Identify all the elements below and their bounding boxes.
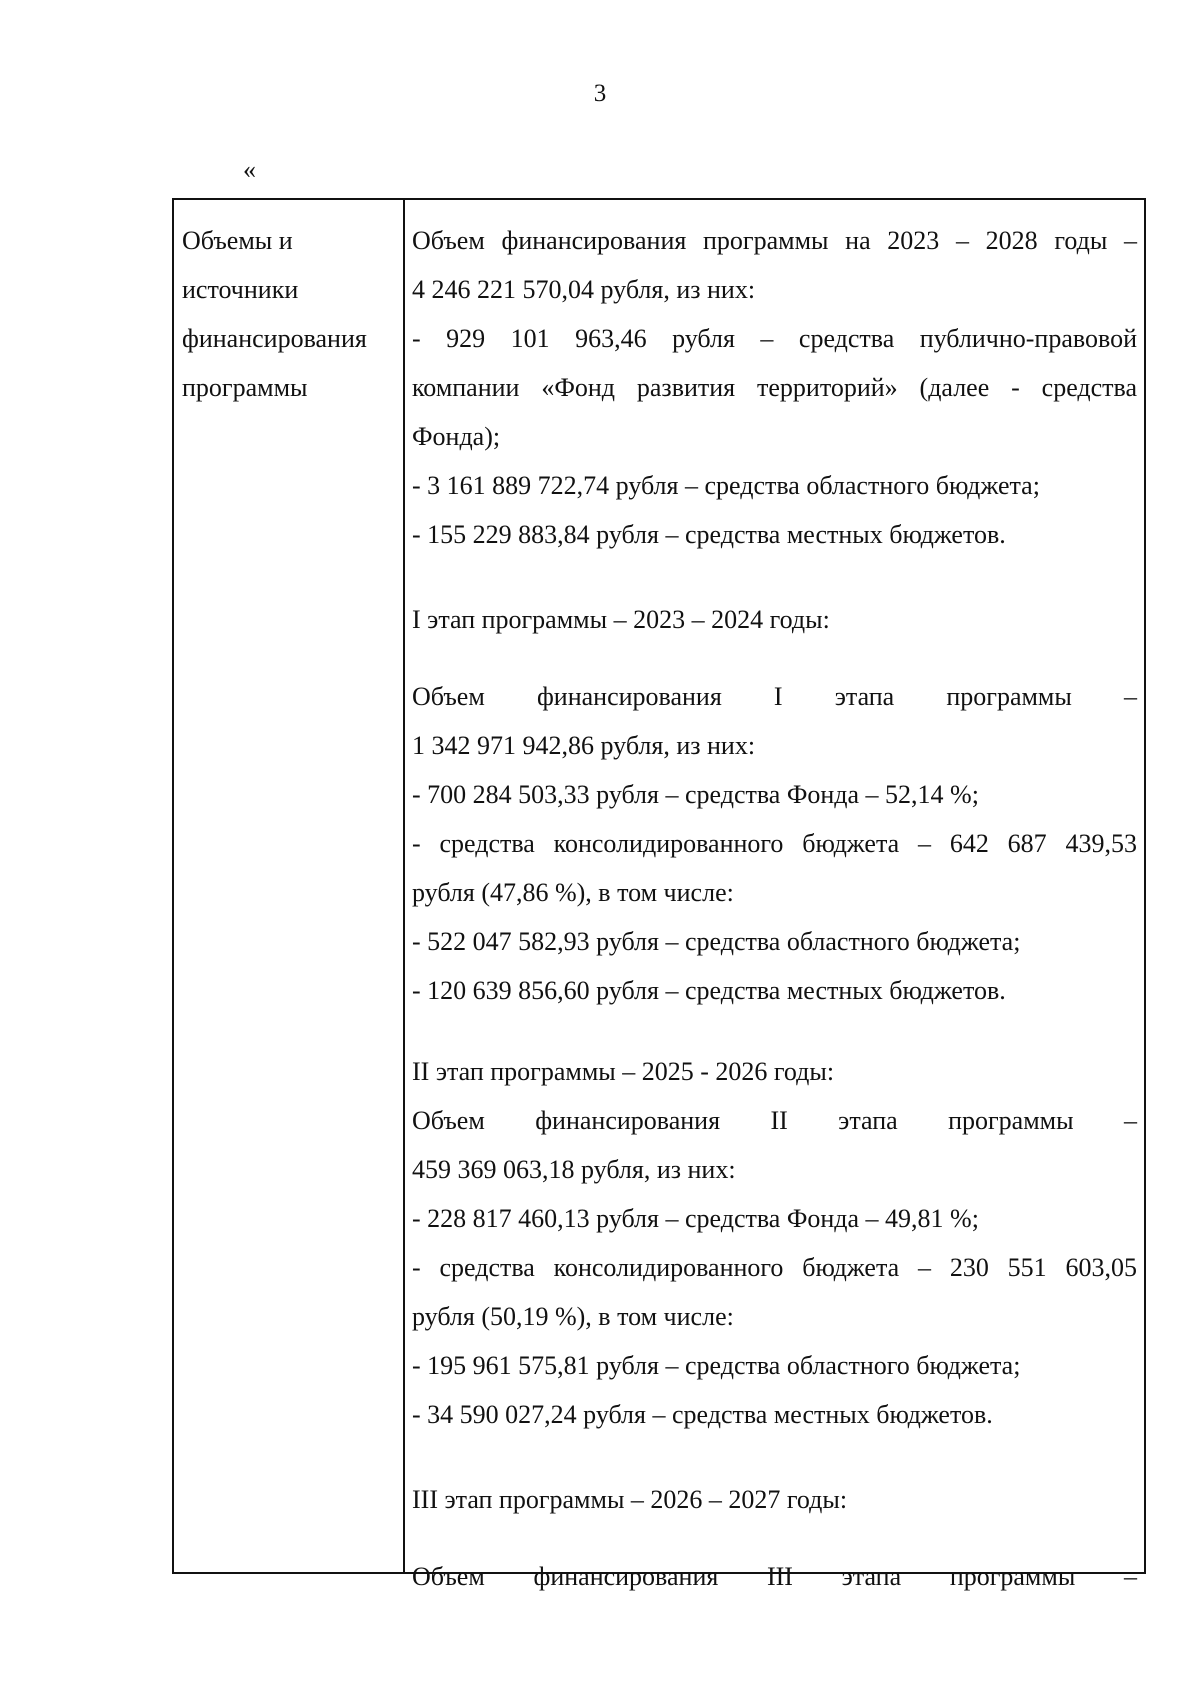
stage1-line: - 700 284 503,33 рубля – средства Фонда – 52,14 %; bbox=[412, 780, 979, 809]
funding-table bbox=[172, 198, 1146, 1591]
stage1-line: - 120 639 856,60 рубля – средства местных бюджетов. bbox=[412, 976, 1006, 1005]
table-content-cell bbox=[405, 200, 1144, 1591]
intro-line: Фонда); bbox=[412, 422, 501, 451]
label-line: финансирования bbox=[182, 324, 367, 353]
stage2-line: рубля (50,19 %), в том числе: bbox=[412, 1302, 734, 1331]
stage2-line: - 228 817 460,13 рубля – средства Фонда – 49,81 %; bbox=[412, 1204, 979, 1233]
stage1-line: 1 342 971 942,86 рубля, из них: bbox=[412, 731, 756, 760]
stage1-heading: I этап программы – 2023 – 2024 годы: bbox=[412, 605, 830, 634]
stage1-line: - средства консолидированного бюджета – 642 687 439,53 bbox=[412, 829, 1137, 858]
label-line: программы bbox=[182, 373, 308, 402]
opening-quote-mark: « bbox=[243, 155, 256, 184]
intro-line: Объем финансирования программы на 2023 – 2028 годы – bbox=[412, 226, 1137, 255]
label-line: Объемы и bbox=[182, 226, 293, 255]
stage2-heading: II этап программы – 2025 - 2026 годы: bbox=[412, 1057, 835, 1086]
intro-line: - 3 161 889 722,74 рубля – средства областного бюджета; bbox=[412, 471, 1040, 500]
page-number: 3 bbox=[593, 80, 607, 107]
stage1-line: - 522 047 582,93 рубля – средства областного бюджета; bbox=[412, 927, 1021, 956]
stage2-line: - средства консолидированного бюджета – 230 551 603,05 bbox=[412, 1253, 1137, 1282]
stage1-line: Объем финансирования I этапа программы – bbox=[412, 682, 1137, 711]
stage1-line: рубля (47,86 %), в том числе: bbox=[412, 878, 734, 907]
stage3-heading: III этап программы – 2026 – 2027 годы: bbox=[412, 1485, 848, 1514]
intro-line: - 929 101 963,46 рубля – средства публично-правовой bbox=[412, 324, 1137, 353]
label-line: источники bbox=[182, 275, 299, 304]
intro-line: - 155 229 883,84 рубля – средства местных бюджетов. bbox=[412, 520, 1006, 549]
stage2-line: - 34 590 027,24 рубля – средства местных бюджетов. bbox=[412, 1400, 993, 1429]
intro-line: компании «Фонд развития территорий» (далее - средства bbox=[412, 373, 1137, 402]
stage2-line: Объем финансирования II этапа программы – bbox=[412, 1106, 1137, 1135]
stage3-line: Объем финансирования III этапа программы – bbox=[412, 1562, 1137, 1591]
stage2-line: 459 369 063,18 рубля, из них: bbox=[412, 1155, 736, 1184]
intro-line: 4 246 221 570,04 рубля, из них: bbox=[412, 275, 756, 304]
table-label-cell bbox=[174, 200, 405, 1572]
stage2-line: - 195 961 575,81 рубля – средства областного бюджета; bbox=[412, 1351, 1021, 1380]
